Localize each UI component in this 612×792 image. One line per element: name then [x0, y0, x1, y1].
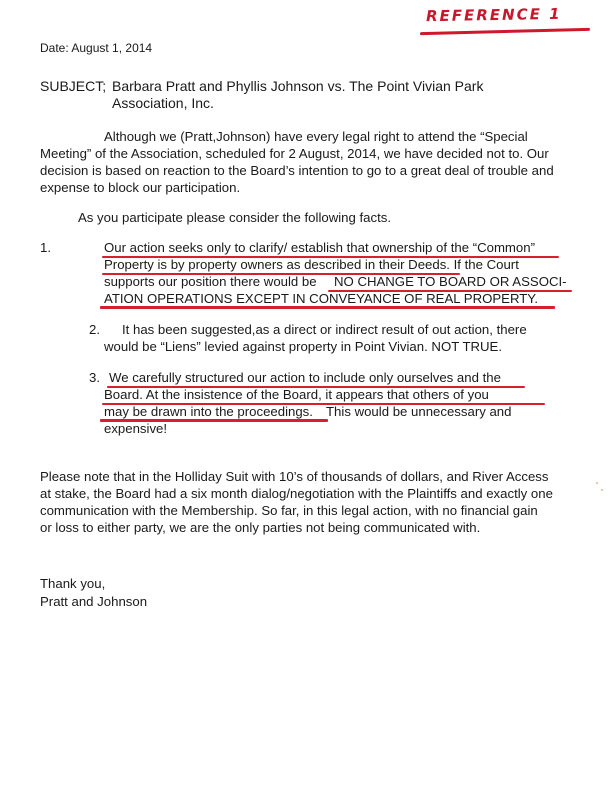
closing-line-4: or loss to either party, we are the only parties not being communicated with. [40, 520, 481, 535]
intro-line-1: Although we (Pratt,Johnson) have every legal right to attend the “Special [104, 129, 528, 144]
subject-label: SUBJECT; [40, 78, 107, 94]
fact-1-line-3-emphasis: NO CHANGE TO BOARD OR ASSOCI- [334, 274, 567, 289]
fact-3-line-4: expensive! [104, 421, 168, 436]
scan-speck [601, 489, 603, 491]
intro-line-3: decision is based on reaction to the Board’s intention to go to a great deal of trouble and [40, 163, 554, 178]
lead-in: As you participate please consider the following facts. [78, 210, 392, 225]
signoff-thanks: Thank you, [40, 576, 106, 591]
fact-1-underline-4 [100, 306, 555, 309]
fact-3-line-3: may be drawn into the proceedings. [104, 404, 313, 419]
fact-2-line-2: would be “Liens” levied against property in Point Vivian. NOT TRUE. [104, 339, 503, 354]
fact-1-line-2: Property is by property owners as described in their Deeds. If the Court [104, 257, 519, 272]
fact-1-line-1: Our action seeks only to clarify/ establish that ownership of the “Common” [104, 240, 535, 255]
fact-2-line-1: It has been suggested,as a direct or indirect result of out action, there [122, 322, 527, 337]
fact-1-line-3: supports our position there would be [104, 274, 317, 289]
closing-line-2: at stake, the Board had a six month dialog/negotiation with the Plaintiffs and exactly one [40, 486, 553, 501]
fact-2-number: 2. [89, 322, 100, 337]
fact-3-line-2: Board. At the insistence of the Board, it appears that others of you [104, 387, 489, 402]
intro-line-2: Meeting” of the Association, scheduled for 2 August, 2014, we have decided not to. Our [40, 146, 549, 161]
fact-3-line-3-rest: This would be unnecessary and [326, 404, 512, 419]
intro-line-4: expense to block our participation. [40, 180, 241, 195]
closing-line-1: Please note that in the Holliday Suit with 10’s of thousands of dollars, and River Access [40, 469, 549, 484]
closing-line-3: communication with the Membership. So far, in this legal action, with no financial gain [40, 503, 538, 518]
subject-line-1: Barbara Pratt and Phyllis Johnson vs. The Point Vivian Park [112, 78, 484, 94]
reference-underline [420, 28, 590, 35]
scan-speck [596, 482, 598, 484]
signoff-signature: Pratt and Johnson [40, 594, 148, 609]
fact-1-number: 1. [40, 240, 51, 255]
fact-3-line-1: We carefully structured our action to include only ourselves and the [109, 370, 501, 385]
fact-3-number: 3. [89, 370, 100, 385]
letter-date: Date: August 1, 2014 [40, 41, 153, 55]
fact-1-line-4: ATION OPERATIONS EXCEPT IN CONVEYANCE OF REAL PROPERTY. [104, 291, 539, 306]
subject-line-2: Association, Inc. [112, 95, 214, 111]
reference-annotation: REFERENCE 1 [425, 4, 562, 26]
